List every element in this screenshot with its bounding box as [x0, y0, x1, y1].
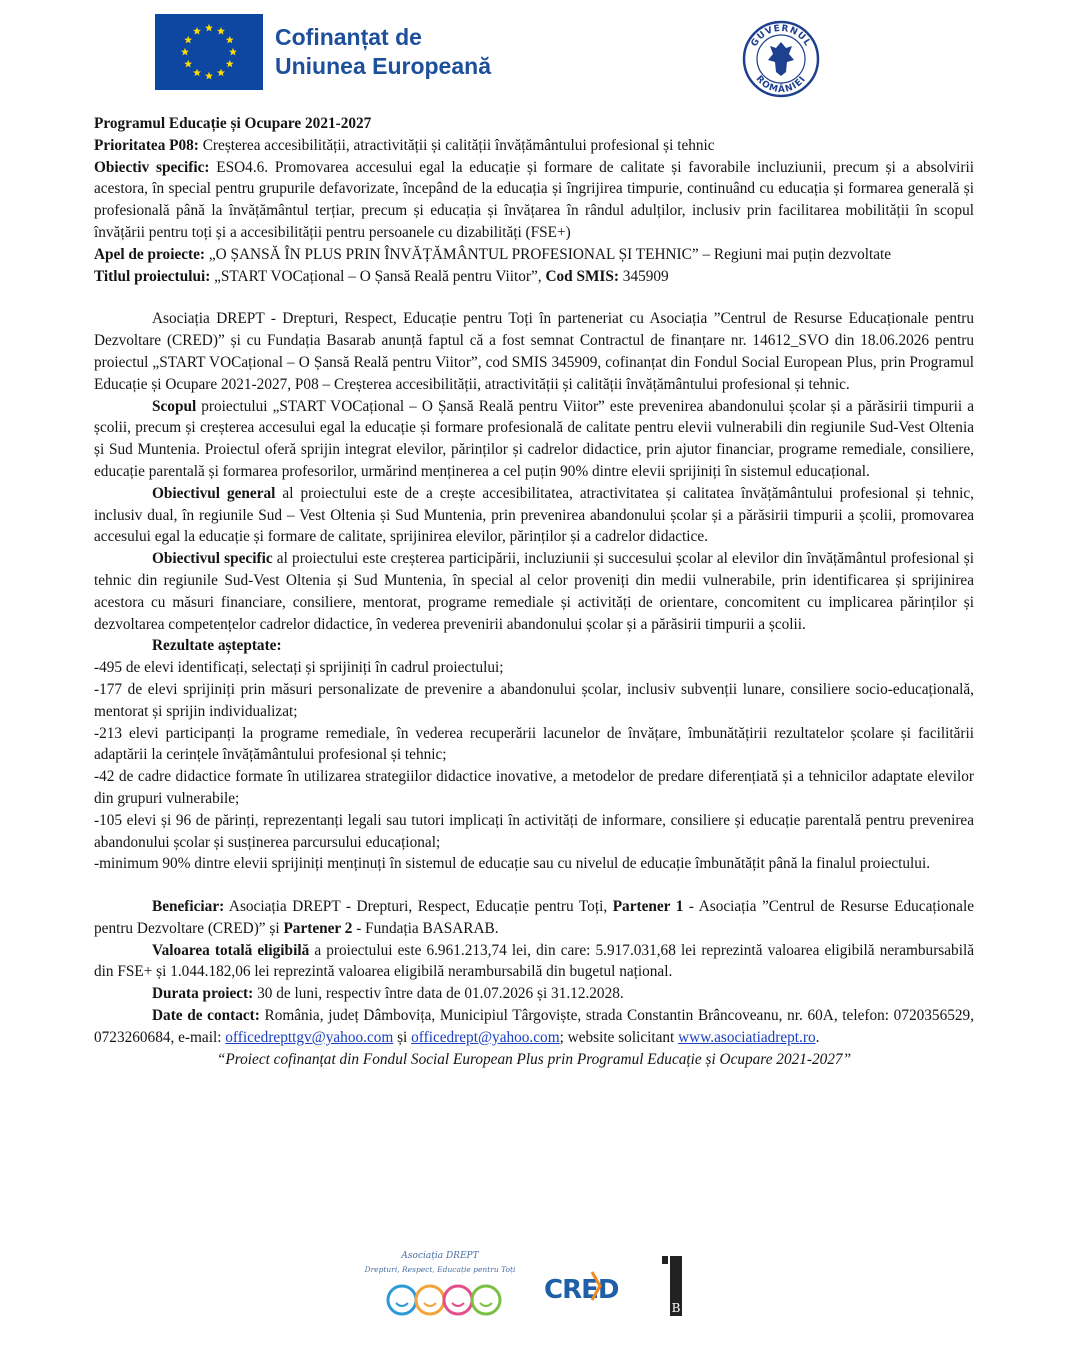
- result-item: -minimum 90% dintre elevii sprijiniți menținuți în sistemul de educație sau cu nivelul de educație îmbunătățit până la finalul proiectului.: [94, 855, 931, 873]
- result-item: -177 de elevi sprijiniți prin măsuri personalizate de prevenire a abandonului școlar, inclusiv subvenții lunare, consiliere socio-educațională, mentorat și sprijin individualizat;: [94, 680, 974, 720]
- email-link-1[interactable]: officedrepttgv@yahoo.com: [225, 1028, 394, 1046]
- call-line: Apel de proiecte: „O ȘANSĂ ÎN PLUS PRIN ÎNVĂȚĂMÂNTUL PROFESIONAL ȘI TEHNIC” – Regiuni mai puțin dezvoltate: [94, 245, 892, 263]
- beneficiary-paragraph: Beneficiar: Asociația DREPT - Drepturi, Respect, Educație pentru Toți, Partener 1 - Asociația ”Centrul de Resurse Educaționale pentru Dezvoltare (CRED)” și Partener 2 - Fundația BASARAB.: [94, 898, 975, 937]
- document-body: [94, 113, 974, 1070]
- basarab-logo: [658, 1254, 694, 1318]
- specific-objective-paragraph: Obiectivul specific al proiectului este creșterea participării, incluziunii și succesului școlar al elevilor din învățământul profesional și tehnic din regiunile Sud-Vest Oltenia și Sud Muntenia, în special al celor proveniți din medii vulnerabile, prin identificarea și sprijinirea acestora cu măsuri financiare, consiliere, mentorat, programe remediale și activități de orientare, concomitent cu implicarea părinților și dezvoltarea competențelor cadrelor didactice, în vederea prevenirii abandonului școlar și a părăsirii timpurii a școlii.: [94, 550, 974, 633]
- priority-line: Prioritatea P08: Creșterea accesibilității, atractivității și calității învățământului profesional și tehnic: [94, 136, 715, 154]
- result-item: -495 de elevi identificați, selectați și sprijiniți în cadrul proiectului;: [94, 659, 504, 677]
- eu-logo-line1: Cofinanțat de: [275, 24, 422, 50]
- project-title-line: Titlul proiectului: „START VOCațional – O Șansă Reală pentru Viitor”, Cod SMIS: 345909: [94, 267, 669, 285]
- value-paragraph: Valoarea totală eligibilă a proiectului este 6.961.213,74 lei, din care: 5.917.031,68 lei reprezintă valoarea eligibilă nerambursabilă din FSE+ și 1.044.182,06 lei reprezintă valoarea eligibilă nerambursabilă din bugetul național.: [94, 941, 974, 981]
- closing-statement: “Proiect cofinanțat din Fondul Social European Plus prin Programul Educație și Ocupare 2021-2027”: [216, 1050, 852, 1068]
- contact-paragraph: Date de contact: România, județ Dâmbovița, Municipiul Târgoviște, strada Constantin Brâncoveanu, nr. 60A, telefon: 0720356529, 0723260684, e-mail: officedrepttgv@yahoo.com și officedrept@yahoo.com; website solicitant www.asociatiadrept.ro.: [94, 1007, 974, 1046]
- drept-logo-subtitle: Drepturi, Respect, Educație pentru Toți: [364, 1265, 516, 1274]
- drept-logo: [360, 1246, 520, 1324]
- results-title: Rezultate așteptate:: [152, 637, 282, 655]
- announcement-paragraph: Asociația DREPT - Drepturi, Respect, Educație pentru Toți în parteneriat cu Asociația ”Centrul de Resurse Educaționale pentru Dezvoltare (CRED)” și cu Fundația Basarab anunță faptul că a fost semnat Contractul de finanțare nr. 14612_SVO din 18.06.2026 pentru proiectul „START VOCațional – O Șansă Reală pentru Viitor”, cod SMIS 345909, cofinanțat din Fondul Social European Plus, prin Programul Educație și Ocupare 2021-2027, P08 – Creșterea accesibilității, atractivității și calității învățământului profesional și tehnic.: [94, 310, 974, 393]
- objective-line: Obiectiv specific: ESO4.6. Promovarea accesului egal la educație și formare de calitate și favorabile incluziunii, precum și a absolvirii acestora, în special pentru grupurile defavorizate, începând de la educația și îngrijirea timpurie, continuând cu educația și formarea generală și profesională până la învățământul terțiar, precum și educația și învățarea în rândul adulților, inclusiv prin facilitarea mobilității în scopul învățării pentru toți și a accesibilității pentru persoanele cu dizabilități (FSE+): [94, 158, 974, 241]
- header: [0, 0, 1080, 110]
- eu-cofinancing-logo: [155, 14, 491, 90]
- email-link-2[interactable]: officedrept@yahoo.com: [411, 1028, 560, 1046]
- eu-logo-line2: Uniunea Europeană: [275, 53, 491, 79]
- basarab-logo-text: B: [671, 1301, 681, 1315]
- seal-bottom-text: ROMÂNIEI: [753, 74, 809, 96]
- cred-logo: [542, 1266, 622, 1306]
- website-link[interactable]: www.asociatiadrept.ro: [678, 1028, 816, 1046]
- scope-paragraph: Scopul proiectului „START VOCațional – O Șansă Reală pentru Viitor” este prevenirea abandonului școlar și a părăsirii timpurii a școlii, precum și creșterea accesului egal la educație și formare profesională de calitate pentru elevii vulnerabili din regiunile Sud-Vest Oltenia și Sud Muntenia. Proiectul oferă sprijin integrat elevilor, părinților și cadrelor didactice, prin ajutor financiar, programe remediale, consiliere, educație parentală și formarea profesorilor, urmărind menținerea a cel puțin 90% dintre elevii sprijiniți în sistemul educațional.: [94, 397, 974, 480]
- partner-logos: [0, 1240, 1080, 1330]
- drept-logo-title: Asociația DREPT: [401, 1251, 479, 1261]
- result-item: -105 elevi și 96 de părinți, reprezentanți legali sau tutori implicați în activități de informare, consiliere și educație parentală pentru prevenirea abandonului școlar și susținerea parcursului educațional;: [94, 811, 974, 851]
- program-title: Programul Educație și Ocupare 2021-2027: [94, 115, 372, 132]
- general-objective-paragraph: Obiectivul general al proiectului este de a crește accesibilitatea, atractivitatea și calitatea învățământului profesional și tehnic, inclusiv dual, în regiunile Sud – Vest Oltenia și Sud Muntenia, prin prevenirea abandonului școlar și a părăsirii timpurii a școlii, promovarea accesului egal la educație și formare de calitate, sprijinirea elevilor, părinților și a cadrelor didactice.: [94, 484, 975, 546]
- government-seal-icon: [742, 20, 820, 98]
- result-item: -213 elevi participanți la programe remediale, în vederea recuperării lacunelor de învățare, îmbunătățirii rezultatelor școlare și facilitării adaptării la cerințele învățământului profesional și tehnic;: [94, 724, 974, 764]
- result-item: -42 de cadre didactice formate în utilizarea strategiilor didactice inovative, a metodelor de predare diferențiată și a tehnicilor adaptate elevilor din grupuri vulnerabile;: [94, 768, 974, 807]
- cred-logo-text: CRED: [544, 1275, 619, 1305]
- eu-flag-icon: [155, 14, 263, 90]
- seal-top-text: GUVERNUL: [749, 23, 813, 49]
- duration-paragraph: Durata proiect: 30 de luni, respectiv între data de 01.07.2026 și 31.12.2028.: [152, 985, 624, 1003]
